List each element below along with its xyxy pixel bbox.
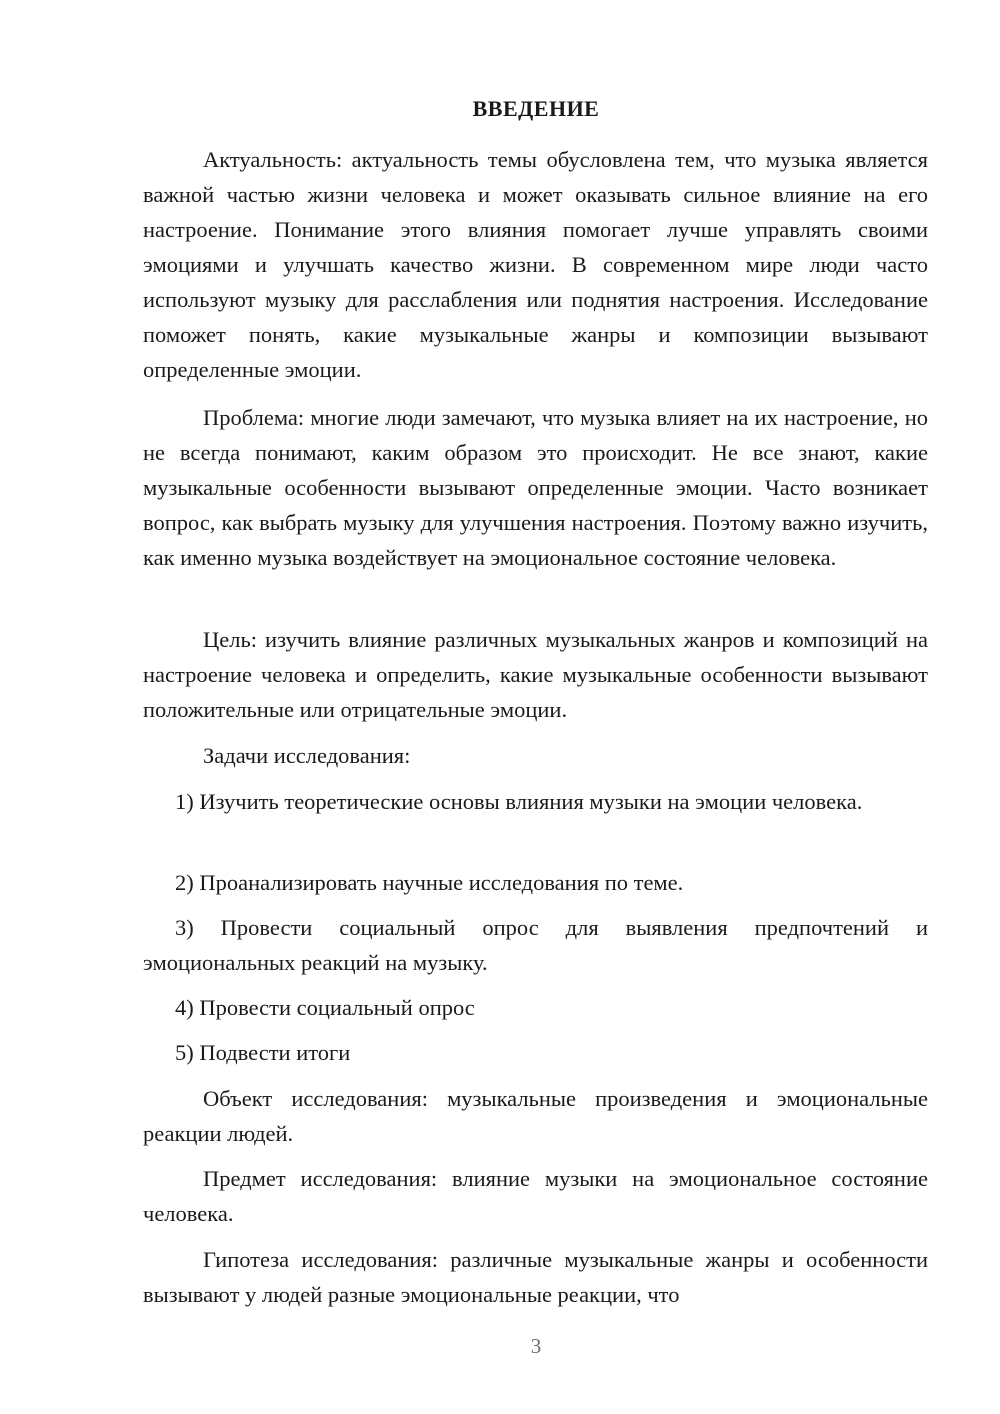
task-item-3: 3) Провести социальный опрос для выявления предпочтений и эмоциональных реакций на музыку. [143,915,928,975]
task-item-5: 5) Подвести итоги [175,1040,351,1065]
task-item-1: 1) Изучить теоретические основы влияния музыки на эмоции человека. [175,789,863,814]
task-item-2: 2) Проанализировать научные исследования по теме. [175,870,684,895]
task-item-4: 4) Провести социальный опрос [175,995,475,1020]
page-number: 3 [530,1334,542,1358]
paragraph-subject: Предмет исследования: влияние музыки на эмоциональное состояние человека. [143,1166,928,1226]
paragraph-hypothesis: Гипотеза исследования: различные музыкальные жанры и особенности вызывают у людей разные эмоциональные реакции, что [143,1247,928,1307]
paragraph-goal: Цель: изучить влияние различных музыкальных жанров и композиций на настроение человека и определить, какие музыкальные особенности вызывают положительные или отрицательные эмоции. [143,627,928,722]
paragraph-relevance: Актуальность: актуальность темы обусловлена тем, что музыка является важной частью жизни человека и может оказывать сильное влияние на его настроение. Понимание этого влияния помогает лучше управлять своими эмоциями и улучшать качество жизни. В современном мире люди часто используют музыку для расслабления или поднятия настроения. Исследование поможет понять, какие музыкальные жанры и композиции вызывают определенные эмоции. [143,147,928,382]
tasks-heading: Задачи исследования: [203,743,411,768]
paragraph-object: Объект исследования: музыкальные произведения и эмоциональные реакции людей. [143,1086,928,1146]
paragraph-problem: Проблема: многие люди замечают, что музыка влияет на их настроение, но не всегда понимают, каким образом это происходит. Не все знают, какие музыкальные особенности вызывают определенные эмоции. Часто возникает вопрос, как выбрать музыку для улучшения настроения. Поэтому важно изучить, как именно музыка воздействует на эмоциональное состояние человека. [143,405,928,570]
section-title: ВВЕДЕНИЕ [472,96,600,121]
